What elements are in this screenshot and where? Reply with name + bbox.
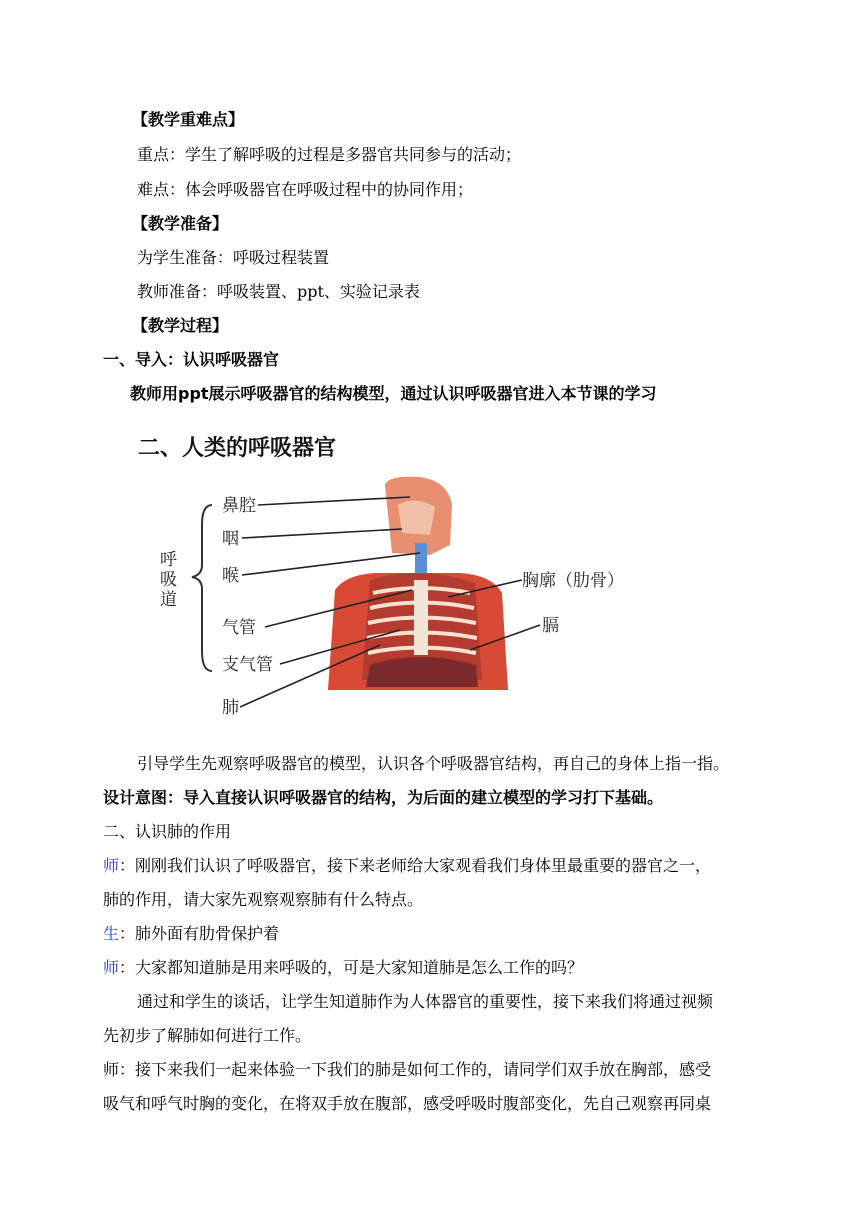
student-prep: 为学生准备：呼吸过程装置: [137, 248, 330, 267]
label-diaphragm: 膈: [542, 616, 559, 636]
teacher-prep: 教师准备：呼吸装置、ppt、实验记录表: [137, 282, 420, 301]
part1-description: 教师用ppt展示呼吸器官的结构模型，通过认识呼吸器官进入本节课的学习: [130, 384, 657, 403]
teacher-line-3-cont: 吸气和呼气时胸的变化，在将双手放在腹部，感受呼吸时腹部变化，先自己观察再同桌: [103, 1094, 712, 1113]
teacher-line-1: [103, 856, 711, 876]
teacher-line-3: 师：接下来我们一起来体验一下我们的肺是如何工作的，请同学们双手放在胸部，感受: [103, 1060, 712, 1079]
paragraph-1: 通过和学生的谈话，让学生知道肺作为人体器官的重要性，接下来我们将通过视频: [137, 992, 714, 1011]
key-point: 重点：学生了解呼吸的过程是多器官共同参与的活动；: [137, 145, 522, 164]
respiratory-tract-label-3: 道: [160, 590, 177, 610]
label-nasal-cavity: 鼻腔: [222, 496, 256, 516]
part2-heading: 二、认识肺的作用: [103, 822, 232, 841]
teacher-line-1-cont: 肺的作用，请大家先观察观察肺有什么特点。: [103, 890, 424, 909]
bracket: [192, 505, 212, 671]
label-lung: 肺: [222, 698, 239, 718]
difficulty-heading: 【教学重难点】: [132, 110, 245, 129]
process-heading: 【教学过程】: [132, 316, 229, 335]
label-bronchi: 支气管: [222, 655, 273, 675]
speaker-teacher-2: 师: [103, 958, 120, 977]
label-thorax: 胸廓（肋骨）: [522, 571, 624, 591]
design-intent: 设计意图：导入直接认识呼吸器官的结构，为后面的建立模型的学习打下基础。: [103, 788, 664, 807]
teacher-line-1-text: ：刚刚我们认识了呼吸器官，接下来老师给大家观看我们身体里最重要的器官之一，: [119, 856, 712, 875]
torso-illustration: [328, 477, 508, 690]
respiratory-tract-label-2: 吸: [160, 570, 177, 590]
student-line-1: [103, 924, 279, 944]
figure-title: 二、人类的呼吸器官: [138, 436, 337, 461]
difficult-point: 难点：体会呼吸器官在呼吸过程中的协同作用；: [137, 180, 474, 199]
label-larynx: 喉: [222, 566, 239, 586]
guide-paragraph: 引导学生先观察呼吸器官的模型，认识各个呼吸器官结构，再自己的身体上指一指。: [137, 754, 730, 773]
part1-heading: 一、导入：认识呼吸器官: [103, 350, 280, 369]
prep-heading: 【教学准备】: [132, 214, 229, 233]
label-pharynx: 咽: [222, 529, 239, 549]
teacher-line-2-text: ：大家都知道肺是用来呼吸的，可是大家知道肺是怎么工作的吗？: [119, 958, 584, 977]
student-line-1-text: ：肺外面有肋骨保护着: [119, 924, 280, 943]
speaker-student: 生: [103, 924, 120, 943]
respiratory-tract-label-1: 呼: [160, 550, 177, 570]
teacher-line-2: [103, 958, 583, 978]
speaker-teacher: 师: [103, 856, 120, 875]
respiratory-organs-figure: [130, 425, 670, 725]
label-trachea: 气管: [222, 618, 256, 638]
paragraph-1-cont: 先初步了解肺如何进行工作。: [103, 1026, 312, 1045]
